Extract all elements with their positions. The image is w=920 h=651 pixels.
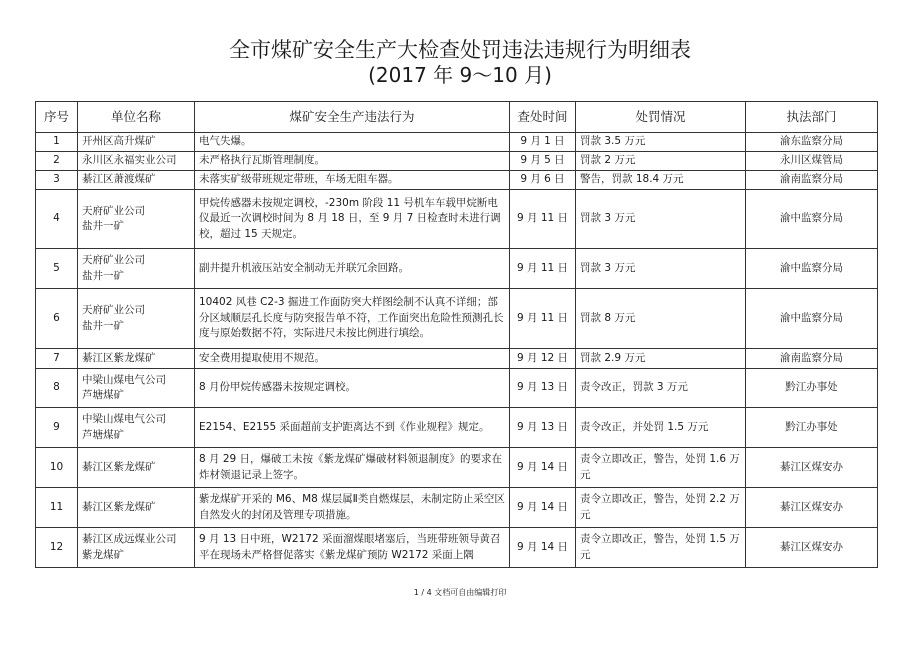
cell-date: 9 月 11 日	[510, 249, 576, 289]
col-header-penalty: 处罚情况	[576, 102, 746, 133]
cell-date: 9 月 13 日	[510, 408, 576, 448]
table-row	[36, 171, 878, 190]
cell-violation: 紫龙煤矿开采的 M6、M8 煤层属Ⅱ类自燃煤层，未制定防止采空区自然发火的封闭及管理专项措施。	[195, 488, 510, 528]
cell-penalty: 罚款 3 万元	[576, 190, 746, 249]
cell-penalty: 警告，罚款 18.4 万元	[576, 171, 746, 190]
cell-no: 4	[36, 190, 78, 249]
cell-no: 5	[36, 249, 78, 289]
cell-agency: 渝中监察分局	[746, 289, 878, 349]
cell-agency: 綦江区煤安办	[746, 448, 878, 488]
cell-penalty: 罚款 2 万元	[576, 152, 746, 171]
cell-no: 6	[36, 289, 78, 349]
table-row	[36, 349, 878, 369]
cell-penalty: 罚款 3 万元	[576, 249, 746, 289]
cell-violation: 电气失爆。	[195, 133, 510, 152]
cell-violation: 9 月 13 日中班，W2172 采面溜煤眼堵塞后，当班带班领导黄召平在现场未严格督促落实《紫龙煤矿预防 W2172 采面上隅	[195, 528, 510, 568]
cell-date: 9 月 5 日	[510, 152, 576, 171]
cell-no: 12	[36, 528, 78, 568]
cell-agency: 渝中监察分局	[746, 190, 878, 249]
cell-date: 9 月 14 日	[510, 488, 576, 528]
cell-unit: 綦江区紫龙煤矿	[78, 448, 195, 488]
cell-agency: 渝中监察分局	[746, 249, 878, 289]
cell-agency: 綦江区煤安办	[746, 488, 878, 528]
cell-no: 8	[36, 369, 78, 408]
cell-unit: 天府矿业公司 盐井一矿	[78, 249, 195, 289]
cell-no: 1	[36, 133, 78, 152]
cell-violation: 甲烷传感器未按规定调校，-230m 阶段 11 号机车车载甲烷断电仪最近一次调校时间为 8 月 18 日，至 9 月 7 日检查时未进行调校，超过 15 天规定。	[195, 190, 510, 249]
cell-agency: 綦江区煤安办	[746, 528, 878, 568]
col-header-date: 查处时间	[510, 102, 576, 133]
cell-date: 9 月 14 日	[510, 528, 576, 568]
cell-violation: 8 月份甲烷传感器未按规定调校。	[195, 369, 510, 408]
cell-agency: 黔江办事处	[746, 369, 878, 408]
cell-unit: 天府矿业公司 盐井一矿	[78, 190, 195, 249]
cell-no: 7	[36, 349, 78, 369]
table-row	[36, 289, 878, 349]
cell-penalty: 责令立即改正，警告，处罚 1.6 万元	[576, 448, 746, 488]
cell-penalty: 责令立即改正，警告，处罚 1.5 万元	[576, 528, 746, 568]
table-row	[36, 528, 878, 568]
table-row	[36, 488, 878, 528]
document-title: 全市煤矿安全生产大检查处罚违法违规行为明细表	[229, 38, 691, 62]
table-row	[36, 190, 878, 249]
cell-violation: 8 月 29 日，爆破工未按《紫龙煤矿爆破材料领退制度》的要求在炸材领退记录上签字。	[195, 448, 510, 488]
cell-penalty: 罚款 8 万元	[576, 289, 746, 349]
page-footer: 1 / 4 文档可自由编辑打印	[413, 588, 507, 597]
cell-no: 9	[36, 408, 78, 448]
cell-agency: 永川区煤管局	[746, 152, 878, 171]
cell-date: 9 月 1 日	[510, 133, 576, 152]
col-header-unit: 单位名称	[78, 102, 195, 133]
cell-unit: 中梁山煤电气公司 芦塘煤矿	[78, 369, 195, 408]
col-header-violation: 煤矿安全生产违法行为	[195, 102, 510, 133]
cell-penalty: 责令改正，并处罚 1.5 万元	[576, 408, 746, 448]
col-header-agency: 执法部门	[746, 102, 878, 133]
cell-violation: 未严格执行瓦斯管理制度。	[195, 152, 510, 171]
cell-agency: 渝东监察分局	[746, 133, 878, 152]
table-row	[36, 152, 878, 171]
cell-violation: 安全费用提取使用不规范。	[195, 349, 510, 369]
cell-date: 9 月 13 日	[510, 369, 576, 408]
table-row	[36, 133, 878, 152]
cell-unit: 永川区永福实业公司	[78, 152, 195, 171]
table-row	[36, 408, 878, 448]
cell-penalty: 罚款 2.9 万元	[576, 349, 746, 369]
cell-penalty: 罚款 3.5 万元	[576, 133, 746, 152]
cell-no: 3	[36, 171, 78, 190]
cell-unit: 天府矿业公司 盐井一矿	[78, 289, 195, 349]
cell-no: 10	[36, 448, 78, 488]
cell-penalty: 责令改正，罚款 3 万元	[576, 369, 746, 408]
col-header-no: 序号	[36, 102, 78, 133]
cell-date: 9 月 11 日	[510, 190, 576, 249]
cell-date: 9 月 14 日	[510, 448, 576, 488]
cell-date: 9 月 11 日	[510, 289, 576, 349]
cell-unit: 开州区高升煤矿	[78, 133, 195, 152]
penalty-table	[35, 101, 878, 568]
cell-unit: 綦江区紫龙煤矿	[78, 488, 195, 528]
cell-no: 11	[36, 488, 78, 528]
cell-violation: E2154、E2155 采面超前支护距离达不到《作业规程》规定。	[195, 408, 510, 448]
table-row	[36, 249, 878, 289]
cell-unit: 綦江区成远煤业公司 紫龙煤矿	[78, 528, 195, 568]
table-header-row	[36, 102, 878, 133]
cell-agency: 渝南监察分局	[746, 171, 878, 190]
cell-penalty: 责令立即改正，警告，处罚 2.2 万元	[576, 488, 746, 528]
cell-no: 2	[36, 152, 78, 171]
cell-unit: 綦江区紫龙煤矿	[78, 349, 195, 369]
cell-violation: 10402 风巷 C2-3 掘进工作面防突大样图绘制不认真不详细；部分区域顺层孔长度与防突报告单不符，工作面突出危险性预测孔长度与原始数据不符，实际进尺未按比例进行填绘。	[195, 289, 510, 349]
table-row	[36, 448, 878, 488]
document-subtitle: (2017 年 9～10 月)	[368, 63, 552, 87]
cell-violation: 副井提升机液压站安全制动无并联冗余回路。	[195, 249, 510, 289]
cell-unit: 綦江区萧渡煤矿	[78, 171, 195, 190]
cell-agency: 渝南监察分局	[746, 349, 878, 369]
cell-violation: 未落实矿级带班规定带班，车场无阻车器。	[195, 171, 510, 190]
cell-unit: 中梁山煤电气公司 芦塘煤矿	[78, 408, 195, 448]
cell-date: 9 月 12 日	[510, 349, 576, 369]
cell-agency: 黔江办事处	[746, 408, 878, 448]
cell-date: 9 月 6 日	[510, 171, 576, 190]
table-row	[36, 369, 878, 408]
